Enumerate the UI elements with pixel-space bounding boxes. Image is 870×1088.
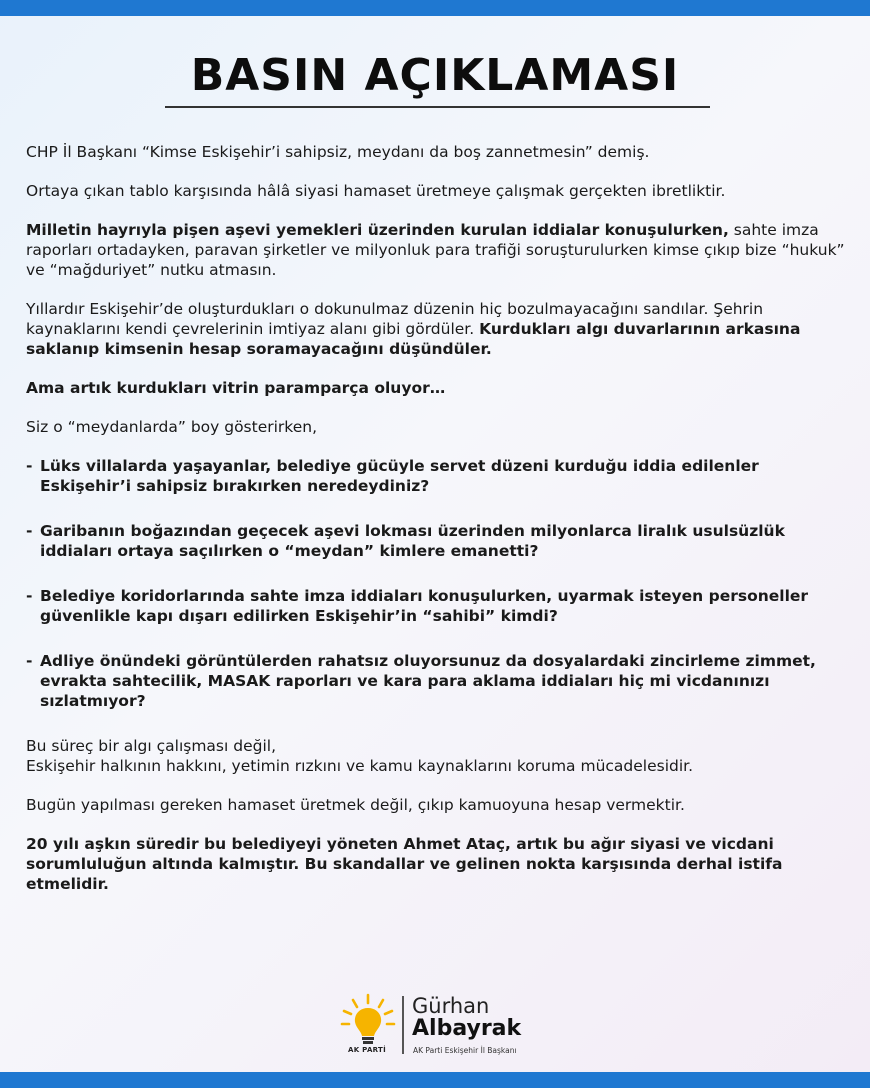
paragraph-7a: Bu süreç bir algı çalışması değil, (26, 737, 276, 755)
paragraph-3 (26, 220, 846, 280)
list-item (26, 651, 846, 711)
bottom-accent-bar (0, 1072, 870, 1088)
title-underline (165, 106, 710, 108)
paragraph-8: Bugün yapılması gereken hamaset üretmek değil, çıkıp kamuoyuna hesap vermektir. (26, 796, 685, 814)
list-item-text: Lüks villalarda yaşayanlar, belediye gücüyle servet düzeni kurduğu iddia edilenler Eskişehir’i sahipsiz bırakırken neredeydiniz? (40, 457, 759, 495)
list-dash: - (26, 652, 33, 670)
paragraph-7b: Eskişehir halkının hakkını, yetimin rızkını ve kamu kaynaklarını koruma mücadelesidir. (26, 757, 694, 775)
page-title: BASIN AÇIKLAMASI (190, 50, 680, 101)
list-dash: - (26, 587, 33, 605)
paragraph-4 (26, 299, 846, 359)
list-dash: - (26, 522, 33, 540)
list-item (26, 456, 846, 496)
signature-block (338, 992, 538, 1060)
paragraph-9: 20 yılı aşkın süredir bu belediyeyi yöneten Ahmet Ataç, artık bu ağır siyasi ve vicdani sorumluluğun altında kalmıştır. Bu skandallar ve gelinen nokta karşısında derhal istifa etmelidir. (26, 835, 783, 893)
list-item-text: Garibanın boğazından geçecek aşevi lokması üzerinden milyonlarca liralık usulsüzlük iddiaları ortaya saçılırken o “meydan” kimlere emanetti? (40, 522, 785, 560)
paragraph-1: CHP İl Başkanı “Kimse Eskişehir’i sahipsiz, meydanı da boş zannetmesin” demiş. (26, 143, 650, 161)
list-item (26, 521, 846, 561)
list-item-text: Adliye önündeki görüntülerden rahatsız oluyorsunuz da dosyalardaki zincirleme zimmet, evrakta sahtecilik, MASAK raporları ve kara para aklama iddiaları hiç mi vicdanınızı sızlatmıyor? (40, 652, 816, 710)
paragraph-5: Ama artık kurdukları vitrin paramparça oluyor… (26, 379, 446, 397)
paragraph-3-bold: Milletin hayrıyla pişen aşevi yemekleri üzerinden kurulan iddialar konuşulurken, (26, 221, 729, 239)
signature-last-name: Albayrak (412, 1016, 522, 1041)
signature-role: AK Parti Eskişehir İl Başkanı (413, 1046, 517, 1055)
statement-body (26, 142, 846, 913)
paragraph-4-bold: Kurdukları algı duvarlarının arkasına saklanıp kimsenin hesap soramayacağını düşündüler. (26, 320, 801, 358)
paragraph-2: Ortaya çıkan tablo karşısında hâlâ siyasi hamaset üretmeye çalışmak gerçekten ibretliktir. (26, 182, 726, 200)
signature-first-name: Gürhan (412, 994, 490, 1018)
paragraph-3-rest: sahte imza raporları ortadayken, paravan şirketler ve milyonluk para trafiği soruşturulurken kimse çıkıp bize “hukuk” ve “mağduriyet” nutku atmasın. (26, 221, 845, 279)
list-item-text: Belediye koridorlarında sahte imza iddiaları konuşulurken, uyarmak isteyen personeller güvenlikle kapı dışarı edilirken Eskişehir’in “sahibi” kimdi? (40, 587, 809, 625)
paragraph-6: Siz o “meydanlarda” boy gösterirken, (26, 418, 318, 436)
paragraph-4-normal: Yıllardır Eskişehir’de oluşturdukları o dokunulmaz düzenin hiç bozulmayacağını sandılar. Şehrin kaynaklarını kendi çevrelerinin imtiyaz alanı gibi gördüler. (26, 300, 764, 338)
list-item (26, 586, 846, 626)
party-label: AK PARTİ (348, 1046, 387, 1054)
signature-divider (402, 996, 404, 1054)
top-accent-bar (0, 0, 870, 16)
list-dash: - (26, 457, 33, 475)
lightbulb-icon (338, 992, 398, 1048)
